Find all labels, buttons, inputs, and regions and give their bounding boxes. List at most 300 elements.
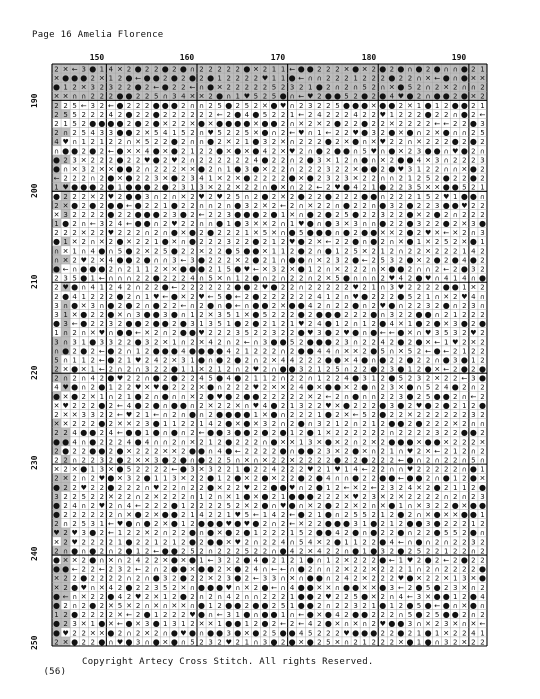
stitch-symbol: 2 bbox=[425, 256, 431, 265]
stitch-symbol: 2 bbox=[326, 101, 331, 110]
stitch-symbol: 2 bbox=[271, 220, 277, 229]
stitch-symbol: 1 bbox=[163, 201, 168, 210]
stitch-symbol: 2 bbox=[181, 110, 186, 119]
stitch-symbol: 2 bbox=[271, 138, 277, 147]
stitch-symbol: ● bbox=[125, 582, 133, 592]
stitch-symbol: 2 bbox=[317, 629, 322, 638]
stitch-symbol: 2 bbox=[380, 392, 386, 401]
stitch-symbol: ● bbox=[388, 146, 396, 156]
stitch-symbol: 3 bbox=[72, 338, 77, 347]
stitch-symbol: 2 bbox=[244, 447, 250, 456]
stitch-symbol: 2 bbox=[163, 492, 168, 501]
stitch-symbol: 2 bbox=[135, 538, 141, 547]
stitch-symbol: ♥ bbox=[252, 383, 260, 392]
stitch-symbol: 2 bbox=[298, 456, 304, 465]
stitch-symbol: 4 bbox=[117, 220, 123, 229]
stitch-symbol: 2 bbox=[398, 220, 404, 229]
stitch-symbol: ∩ bbox=[81, 374, 87, 383]
stitch-symbol: 2 bbox=[181, 120, 186, 129]
stitch-symbol: ✕ bbox=[135, 138, 142, 147]
stitch-symbol: ● bbox=[198, 455, 206, 465]
stitch-symbol: 2 bbox=[72, 574, 77, 583]
stitch-symbol: 2 bbox=[462, 611, 467, 620]
stitch-symbol: 2 bbox=[308, 511, 313, 520]
stitch-symbol: ✕ bbox=[397, 638, 404, 647]
stitch-symbol: ● bbox=[261, 600, 269, 610]
stitch-symbol: ✕ bbox=[452, 229, 459, 238]
stitch-symbol: ∩ bbox=[398, 465, 404, 474]
stitch-symbol: 2 bbox=[480, 201, 485, 210]
stitch-symbol: ∩ bbox=[180, 338, 186, 347]
stitch-symbol: ● bbox=[143, 219, 151, 229]
stitch-symbol: 2 bbox=[407, 511, 413, 520]
stitch-symbol: 2 bbox=[90, 538, 96, 547]
stitch-symbol: 2 bbox=[90, 592, 96, 601]
stitch-symbol: 1 bbox=[181, 620, 186, 629]
stitch-symbol: 1 bbox=[117, 529, 123, 538]
stitch-symbol: ∩ bbox=[389, 347, 395, 356]
stitch-symbol: ♥ bbox=[461, 292, 468, 301]
stitch-symbol: ✕ bbox=[53, 420, 60, 429]
stitch-symbol: ● bbox=[343, 582, 351, 592]
stitch-symbol: ∩ bbox=[443, 538, 449, 547]
stitch-symbol: 2 bbox=[317, 492, 322, 501]
stitch-symbol: 2 bbox=[407, 629, 413, 638]
stitch-symbol: ✕ bbox=[162, 174, 169, 183]
stitch-symbol: 2 bbox=[90, 92, 96, 101]
stitch-symbol: 5 bbox=[298, 538, 304, 547]
stitch-symbol: 2 bbox=[389, 65, 395, 74]
stitch-symbol: 3 bbox=[262, 574, 268, 583]
stitch-symbol: 5 bbox=[425, 583, 431, 592]
stitch-symbol: 1 bbox=[462, 483, 467, 492]
stitch-symbol: 2 bbox=[344, 611, 349, 620]
stitch-symbol: 2 bbox=[443, 411, 449, 420]
stitch-symbol: ← bbox=[71, 65, 78, 74]
stitch-symbol: ∩ bbox=[189, 138, 196, 147]
stitch-symbol: ← bbox=[198, 429, 205, 438]
stitch-symbol: 2 bbox=[425, 474, 431, 483]
stitch-symbol: 2 bbox=[271, 620, 277, 629]
stitch-symbol: 3 bbox=[235, 329, 241, 338]
stitch-symbol: 2 bbox=[353, 556, 358, 565]
stitch-symbol: 2 bbox=[262, 365, 268, 374]
stitch-symbol: 2 bbox=[443, 429, 449, 438]
stitch-symbol: 2 bbox=[217, 574, 222, 583]
stitch-symbol: ✕ bbox=[416, 256, 422, 265]
stitch-symbol: ♥ bbox=[144, 156, 151, 165]
stitch-symbol: 2 bbox=[208, 365, 213, 374]
stitch-symbol: 2 bbox=[90, 420, 96, 429]
stitch-symbol: 2 bbox=[271, 538, 277, 547]
stitch-symbol: ✕ bbox=[243, 456, 250, 465]
stitch-symbol: ← bbox=[443, 365, 450, 374]
stitch-symbol: 1 bbox=[90, 465, 96, 474]
stitch-symbol: 2 bbox=[335, 429, 340, 438]
stitch-symbol: 2 bbox=[144, 65, 150, 74]
stitch-symbol: 3 bbox=[471, 538, 476, 547]
stitch-symbol: ♥ bbox=[153, 483, 160, 492]
stitch-symbol: ● bbox=[424, 309, 432, 319]
stitch-symbol: ● bbox=[270, 119, 278, 129]
stitch-symbol: ✕ bbox=[379, 229, 386, 238]
stitch-symbol: 1 bbox=[389, 601, 395, 610]
stitch-symbol: 1 bbox=[153, 238, 159, 247]
stitch-symbol: 2 bbox=[144, 92, 150, 101]
stitch-symbol: 2 bbox=[480, 256, 485, 265]
stitch-symbol: ∩ bbox=[217, 492, 223, 501]
stitch-symbol: 2 bbox=[262, 320, 268, 329]
stitch-symbol: ● bbox=[116, 119, 124, 129]
stitch-symbol: 2 bbox=[280, 156, 286, 165]
stitch-symbol: ● bbox=[89, 119, 97, 129]
stitch-symbol: 5 bbox=[271, 629, 277, 638]
stitch-symbol: 2 bbox=[199, 229, 204, 238]
stitch-symbol: 2 bbox=[471, 65, 476, 74]
stitch-symbol: ✕ bbox=[425, 338, 432, 347]
stitch-symbol: ● bbox=[297, 600, 305, 610]
stitch-symbol: 2 bbox=[371, 210, 376, 219]
stitch-symbol: ● bbox=[152, 419, 160, 429]
stitch-symbol: ● bbox=[406, 437, 414, 447]
stitch-symbol: 2 bbox=[81, 456, 86, 465]
stitch-symbol: ● bbox=[207, 564, 215, 574]
stitch-symbol: 2 bbox=[335, 165, 340, 174]
stitch-symbol: 3 bbox=[262, 420, 268, 429]
stitch-symbol: ∩ bbox=[362, 238, 368, 247]
stitch-symbol: ✕ bbox=[280, 192, 287, 201]
stitch-symbol: ♥ bbox=[397, 574, 405, 583]
stitch-symbol: 2 bbox=[362, 210, 367, 219]
stitch-symbol: 5 bbox=[271, 92, 277, 101]
stitch-symbol: ● bbox=[252, 246, 260, 256]
stitch-symbol: 5 bbox=[190, 638, 195, 647]
stitch-symbol: ● bbox=[179, 328, 187, 338]
stitch-symbol: 2 bbox=[144, 511, 150, 520]
stitch-symbol: ● bbox=[234, 209, 242, 219]
stitch-symbol: 1 bbox=[153, 538, 159, 547]
stitch-symbol: 4 bbox=[389, 92, 395, 101]
stitch-symbol: ● bbox=[343, 200, 351, 210]
stitch-symbol: 1 bbox=[380, 511, 386, 520]
stitch-symbol: ● bbox=[469, 428, 477, 438]
stitch-symbol: 2 bbox=[443, 583, 449, 592]
stitch-symbol: 2 bbox=[72, 474, 77, 483]
stitch-symbol: 2 bbox=[126, 529, 132, 538]
stitch-symbol: ♥ bbox=[116, 638, 124, 647]
stitch-symbol: 2 bbox=[462, 520, 467, 529]
stitch-symbol: 2 bbox=[344, 420, 349, 429]
stitch-symbol: 3 bbox=[298, 401, 304, 410]
stitch-symbol: ✕ bbox=[153, 601, 160, 610]
stitch-symbol: ♥ bbox=[334, 183, 341, 192]
stitch-symbol: 1 bbox=[90, 274, 96, 283]
stitch-symbol: 2 bbox=[153, 65, 159, 74]
stitch-symbol: 2 bbox=[235, 129, 241, 138]
stitch-symbol: ∩ bbox=[72, 92, 78, 101]
stitch-symbol: ✕ bbox=[80, 620, 87, 629]
stitch-symbol: 4 bbox=[54, 383, 59, 392]
stitch-symbol: 1 bbox=[117, 183, 123, 192]
stitch-symbol: ← bbox=[316, 183, 323, 192]
stitch-symbol: ← bbox=[397, 583, 404, 592]
stitch-symbol: 2 bbox=[335, 174, 340, 183]
stitch-symbol: 2 bbox=[54, 283, 59, 292]
stitch-symbol: ● bbox=[388, 473, 396, 483]
stitch-symbol: ← bbox=[207, 292, 214, 301]
stitch-symbol: 2 bbox=[81, 629, 86, 638]
stitch-symbol: 4 bbox=[380, 338, 386, 347]
stitch-symbol: ● bbox=[270, 437, 278, 447]
stitch-symbol: 3 bbox=[480, 229, 485, 238]
stitch-symbol: ● bbox=[306, 637, 314, 647]
stitch-symbol: 2 bbox=[398, 356, 404, 365]
stitch-symbol: 2 bbox=[81, 192, 86, 201]
stitch-symbol: ✕ bbox=[298, 520, 305, 529]
stitch-symbol: ∩ bbox=[108, 247, 114, 256]
stitch-symbol: ● bbox=[134, 82, 142, 92]
stitch-symbol: 3 bbox=[453, 583, 458, 592]
stitch-symbol: 3 bbox=[262, 638, 268, 647]
stitch-symbol: ∩ bbox=[434, 565, 440, 574]
stitch-symbol: ● bbox=[243, 64, 251, 74]
stitch-symbol: 2 bbox=[190, 110, 195, 119]
stitch-symbol: ● bbox=[397, 528, 405, 538]
stitch-symbol: 2 bbox=[298, 183, 304, 192]
stitch-symbol: ∩ bbox=[81, 247, 87, 256]
stitch-symbol: ● bbox=[188, 264, 196, 274]
stitch-symbol: 2 bbox=[416, 174, 422, 183]
stitch-symbol: 5 bbox=[443, 238, 449, 247]
stitch-symbol: 2 bbox=[226, 474, 231, 483]
stitch-symbol: ✕ bbox=[71, 165, 78, 174]
stitch-symbol: ● bbox=[225, 119, 233, 129]
stitch-symbol: ← bbox=[107, 520, 114, 529]
stitch-symbol: ● bbox=[198, 564, 206, 574]
stitch-symbol: 2 bbox=[126, 492, 132, 501]
stitch-symbol: ● bbox=[352, 64, 360, 74]
stitch-symbol: 2 bbox=[362, 483, 367, 492]
stitch-symbol: ∩ bbox=[434, 474, 440, 483]
stitch-symbol: 4 bbox=[335, 611, 340, 620]
stitch-symbol: 4 bbox=[72, 438, 77, 447]
stitch-symbol: 3 bbox=[108, 338, 114, 347]
stitch-symbol: 2 bbox=[289, 474, 295, 483]
stitch-symbol: 4 bbox=[443, 383, 449, 392]
stitch-symbol: 2 bbox=[253, 101, 259, 110]
stitch-symbol: ● bbox=[53, 155, 61, 165]
stitch-symbol: 2 bbox=[335, 110, 340, 119]
stitch-symbol: ∩ bbox=[452, 165, 458, 174]
stitch-symbol: 2 bbox=[308, 138, 313, 147]
stitch-symbol: ● bbox=[397, 64, 405, 74]
stitch-symbol: ∩ bbox=[325, 301, 331, 310]
stitch-symbol: ● bbox=[107, 200, 115, 210]
stitch-symbol: ∩ bbox=[461, 129, 467, 138]
stitch-symbol: 2 bbox=[190, 420, 195, 429]
stitch-symbol: ✕ bbox=[416, 574, 422, 583]
stitch-symbol: ∩ bbox=[117, 265, 123, 274]
stitch-symbol: 2 bbox=[172, 592, 177, 601]
stitch-symbol: 2 bbox=[163, 611, 168, 620]
stitch-symbol: 1 bbox=[99, 520, 105, 529]
stitch-symbol: ● bbox=[62, 291, 70, 301]
stitch-symbol: 3 bbox=[244, 165, 250, 174]
stitch-symbol: ← bbox=[298, 74, 305, 83]
stitch-symbol: ∩ bbox=[280, 274, 286, 283]
stitch-symbol: 2 bbox=[108, 365, 114, 374]
stitch-symbol: 2 bbox=[172, 110, 177, 119]
stitch-symbol: 2 bbox=[181, 147, 186, 156]
stitch-symbol: 2 bbox=[54, 274, 59, 283]
stitch-symbol: ✕ bbox=[80, 83, 87, 92]
stitch-symbol: ● bbox=[388, 164, 396, 174]
stitch-symbol: 3 bbox=[389, 310, 395, 319]
stitch-symbol: 1 bbox=[416, 638, 422, 647]
stitch-symbol: 1 bbox=[407, 174, 413, 183]
stitch-symbol: 2 bbox=[462, 174, 467, 183]
stitch-symbol: ✕ bbox=[352, 174, 359, 183]
stitch-symbol: 2 bbox=[434, 556, 440, 565]
stitch-symbol: 2 bbox=[380, 274, 386, 283]
stitch-symbol: ● bbox=[433, 346, 441, 356]
stitch-symbol: ● bbox=[397, 419, 405, 429]
stitch-symbol: 2 bbox=[271, 601, 277, 610]
stitch-symbol: ∩ bbox=[244, 301, 250, 310]
stitch-symbol: 2 bbox=[480, 520, 485, 529]
stitch-symbol: ∩ bbox=[298, 283, 304, 292]
stitch-symbol: ∩ bbox=[153, 392, 159, 401]
stitch-symbol: 3 bbox=[217, 556, 222, 565]
stitch-symbol: ● bbox=[324, 137, 332, 147]
stitch-symbol: ∩ bbox=[316, 74, 322, 83]
stitch-symbol: 5 bbox=[380, 347, 386, 356]
stitch-symbol: 1 bbox=[389, 520, 395, 529]
stitch-symbol: ● bbox=[207, 519, 215, 529]
stitch-symbol: ∩ bbox=[380, 147, 386, 156]
stitch-symbol: 2 bbox=[181, 247, 186, 256]
stitch-symbol: 2 bbox=[335, 483, 340, 492]
stitch-symbol: ∩ bbox=[63, 356, 69, 365]
stitch-symbol: ● bbox=[252, 600, 260, 610]
stitch-symbol: 2 bbox=[81, 538, 86, 547]
stitch-symbol: ✕ bbox=[126, 601, 132, 610]
stitch-symbol: ● bbox=[406, 637, 414, 647]
stitch-symbol: 2 bbox=[226, 356, 231, 365]
stitch-symbol: ∩ bbox=[371, 201, 377, 210]
stitch-symbol: 2 bbox=[362, 401, 367, 410]
stitch-symbol: 1 bbox=[144, 411, 150, 420]
stitch-symbol: 2 bbox=[443, 210, 449, 219]
stitch-symbol: 2 bbox=[280, 265, 286, 274]
stitch-symbol: ♥ bbox=[406, 447, 414, 456]
stitch-symbol: ● bbox=[71, 637, 79, 647]
stitch-symbol: 2 bbox=[54, 520, 59, 529]
stitch-symbol: 2 bbox=[371, 638, 376, 647]
stitch-symbol: 2 bbox=[298, 411, 304, 420]
stitch-symbol: 2 bbox=[462, 529, 467, 538]
stitch-symbol: 3 bbox=[353, 220, 358, 229]
stitch-symbol: ● bbox=[361, 382, 369, 392]
stitch-symbol: ● bbox=[125, 537, 133, 547]
stitch-symbol: ♥ bbox=[443, 192, 450, 201]
stitch-symbol: 2 bbox=[308, 320, 313, 329]
stitch-symbol: ∩ bbox=[452, 301, 458, 310]
stitch-symbol: ✕ bbox=[397, 238, 404, 247]
stitch-symbol: ∩ bbox=[425, 538, 431, 547]
stitch-symbol: ✕ bbox=[225, 565, 232, 574]
stitch-symbol: 2 bbox=[471, 110, 476, 119]
stitch-symbol: 2 bbox=[271, 447, 277, 456]
stitch-symbol: 2 bbox=[335, 210, 340, 219]
stitch-symbol: ● bbox=[216, 628, 224, 638]
stitch-symbol: 2 bbox=[480, 347, 485, 356]
stitch-symbol: ● bbox=[442, 182, 450, 192]
stitch-symbol: 2 bbox=[144, 238, 150, 247]
stitch-symbol: ● bbox=[379, 319, 387, 329]
stitch-symbol: 2 bbox=[353, 229, 358, 238]
stitch-symbol: ● bbox=[315, 573, 323, 583]
stitch-symbol: ● bbox=[125, 619, 133, 629]
stitch-symbol: 2 bbox=[153, 229, 159, 238]
stitch-symbol: 2 bbox=[217, 138, 222, 147]
stitch-symbol: 2 bbox=[90, 501, 96, 510]
stitch-symbol: ← bbox=[343, 483, 350, 492]
stitch-symbol: ● bbox=[261, 619, 269, 629]
stitch-symbol: 2 bbox=[434, 265, 440, 274]
stitch-symbol: 2 bbox=[453, 411, 458, 420]
stitch-symbol: 2 bbox=[344, 283, 349, 292]
stitch-symbol: 1 bbox=[289, 320, 295, 329]
stitch-symbol: 3 bbox=[226, 210, 231, 219]
stitch-symbol: ✕ bbox=[271, 356, 277, 365]
stitch-symbol: ● bbox=[216, 537, 224, 547]
stitch-symbol: 2 bbox=[199, 110, 204, 119]
stitch-symbol: 2 bbox=[117, 629, 123, 638]
stitch-symbol: 2 bbox=[163, 465, 168, 474]
stitch-symbol: 2 bbox=[308, 365, 313, 374]
stitch-symbol: 2 bbox=[172, 483, 177, 492]
stitch-symbol: ✕ bbox=[461, 583, 468, 592]
stitch-symbol: 2 bbox=[126, 292, 132, 301]
stitch-symbol: ● bbox=[243, 410, 251, 420]
stitch-symbol: 2 bbox=[416, 283, 422, 292]
stitch-symbol: ∩ bbox=[298, 483, 304, 492]
stitch-symbol: 2 bbox=[253, 465, 259, 474]
stitch-symbol: 2 bbox=[407, 247, 413, 256]
stitch-symbol: ● bbox=[370, 328, 378, 338]
stitch-symbol: ✕ bbox=[198, 465, 205, 474]
stitch-symbol: ← bbox=[126, 611, 132, 620]
stitch-symbol: ● bbox=[324, 355, 332, 365]
stitch-symbol: 2 bbox=[371, 401, 376, 410]
stitch-symbol: ● bbox=[53, 82, 61, 92]
stitch-symbol: 1 bbox=[453, 474, 458, 483]
stitch-symbol: ← bbox=[98, 365, 105, 374]
stitch-symbol: 4 bbox=[190, 274, 195, 283]
stitch-symbol: ✕ bbox=[307, 547, 314, 556]
stitch-symbol: 2 bbox=[253, 429, 259, 438]
stitch-symbol: 5 bbox=[54, 356, 59, 365]
stitch-symbol: ∩ bbox=[63, 547, 69, 556]
stitch-symbol: ● bbox=[243, 464, 251, 474]
stitch-symbol: 2 bbox=[244, 574, 250, 583]
stitch-symbol: ∩ bbox=[208, 447, 214, 456]
stitch-symbol: 2 bbox=[344, 129, 349, 138]
stitch-symbol: 2 bbox=[235, 383, 241, 392]
stitch-symbol: ● bbox=[442, 600, 450, 610]
stitch-symbol: 2 bbox=[371, 320, 376, 329]
